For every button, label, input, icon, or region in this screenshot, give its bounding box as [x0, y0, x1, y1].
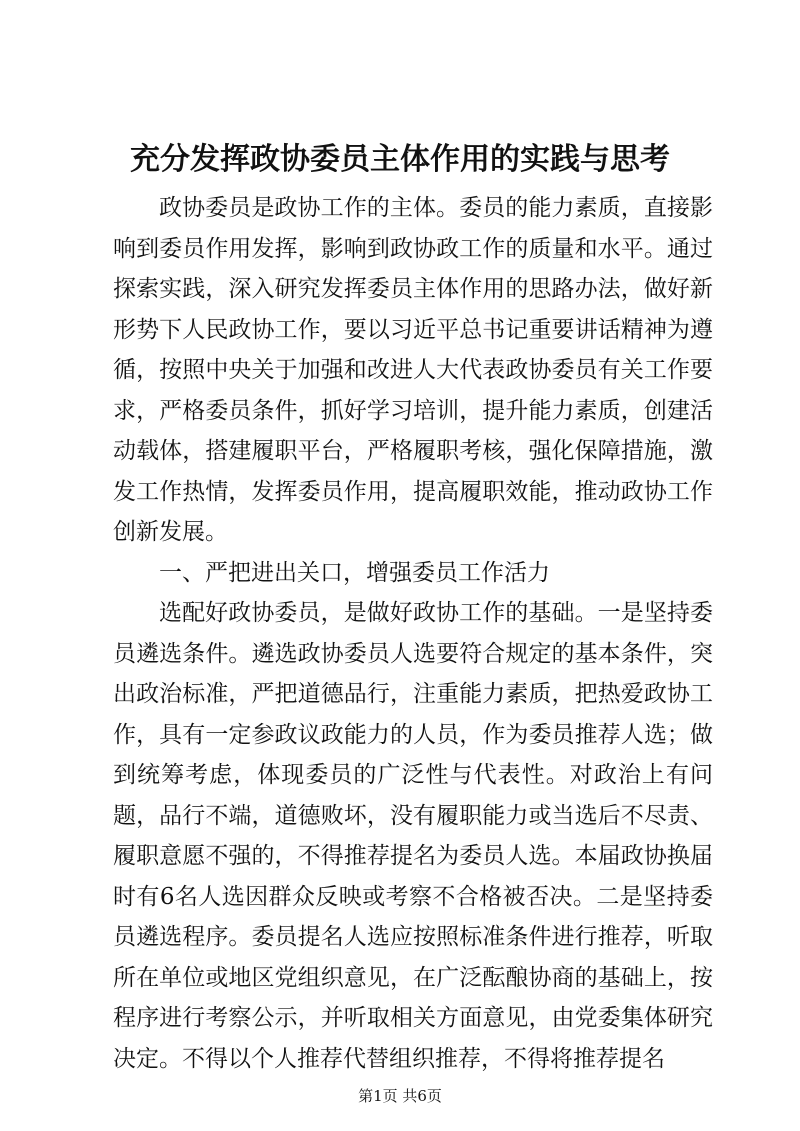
paragraph-intro: 政协委员是政协工作的主体。委员的能力素质，直接影响到委员作用发挥，影响到政协政工作的质量和水平。通过探索实践，深入研究发挥委员主体作用的思路办法，做好新形势下人民政协工作，要以习近平总书记重要讲话精神为遵循，按照中央关于加强和改进人大代表政协委员有关工作要求，严格委员条件，抓好学习培训，提升能力素质，创建活动载体，搭建履职平台，严格履职考核，强化保障措施，激发工作热情，发挥委员作用，提高履职效能，推动政协工作创新发展。	[113, 195, 713, 545]
section-heading-1: 一、严把进出关口，增强委员工作活力	[159, 559, 550, 586]
document-title: 充分发挥政协委员主体作用的实践与思考	[130, 142, 670, 177]
page-number-footer: 第1页 共6页	[358, 1087, 442, 1105]
paragraph-section-1: 选配好政协委员，是做好政协工作的基础。一是坚持委员遴选条件。遴选政协委员人选要符合规定的基本条件，突出政治标准，严把道德品行，注重能力素质，把热爱政协工作，具有一定参政议政能力的人员，作为委员推荐人选；做到统筹考虑，体现委员的广泛性与代表性。对政治上有问题，品行不端，道德败坏，没有履职能力或当选后不尽责、履职意愿不强的，不得推荐提名为委员人选。本届政协换届时有6名人选因群众反映或考察不合格被否决。二是坚持委员遴选程序。委员提名人选应按照标准条件进行推荐，听取所在单位或地区党组织意见，在广泛酝酿协商的基础上，按程序进行考察公示，并听取相关方面意见，由党委集体研究决定。不得以个人推荐代替组织推荐，不得将推荐提名	[113, 600, 713, 1072]
document-body	[113, 188, 713, 1079]
